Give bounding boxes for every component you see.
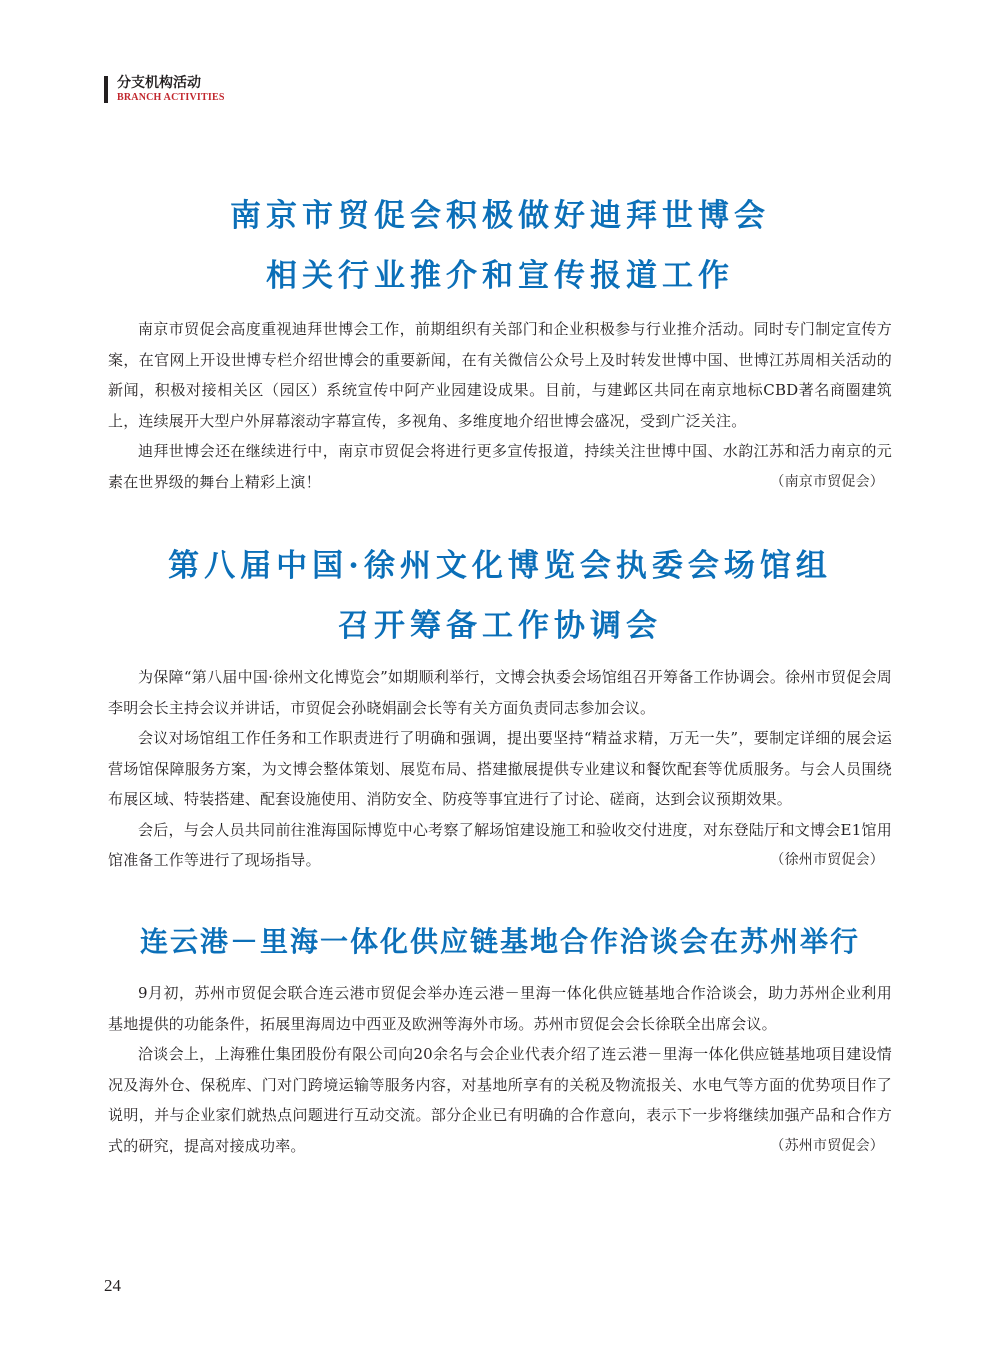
- article-source: （苏州市贸促会）: [770, 1137, 884, 1154]
- article-nanjing: [108, 186, 892, 497]
- article-title: [108, 912, 892, 972]
- article-title-line: 相关行业推介和宣传报道工作: [266, 258, 734, 294]
- article-title-line: 南京市贸促会积极做好迪拜世博会: [230, 198, 770, 234]
- page-number: 24: [104, 1276, 121, 1295]
- article-paragraph: [108, 436, 892, 497]
- article-paragraph-text: 迪拜世博会还在继续进行中，南京市贸促会将进行更多宣传报道，持续关注世博中国、水韵江苏和活力南京的元素在世界级的舞台上精彩上演！: [108, 442, 892, 491]
- section-header: [104, 76, 225, 103]
- article-suzhou: [108, 912, 892, 1161]
- article-title: [108, 186, 892, 306]
- article-paragraph-text: 会后，与会人员共同前往淮海国际博览中心考察了解场馆建设施工和验收交付进度，对东登陆厅和文博会E1馆用馆准备工作等进行了现场指导。: [108, 820, 892, 869]
- article-paragraph-text: 洽谈会上，上海雅仕集团股份有限公司向20余名与会企业代表介绍了连云港－里海一体化供应链基地项目建设情况及海外仓、保税库、门对门跨境运输等服务内容，对基地所享有的关税及物流报关、水电气等方面的优势项目作了说明，并与企业家们就热点问题进行互动交流。部分企业已有明确的合作意向，表示下一步将继续加强产品和合作方式的研究，提高对接成功率。: [108, 1045, 892, 1155]
- article-source: （徐州市贸促会）: [770, 852, 884, 868]
- article-title-line: 连云港－里海一体化供应链基地合作洽谈会在苏州举行: [139, 925, 860, 958]
- article-xuzhou: [108, 536, 892, 876]
- article-paragraph: 9月初，苏州市贸促会联合连云港市贸促会举办连云港－里海一体化供应链基地合作洽谈会，助力苏州企业利用基地提供的功能条件，拓展里海周边中西亚及欧洲等海外市场。苏州市贸促会会长徐联全出席会议。: [108, 984, 892, 1033]
- section-title-en: BRANCH ACTIVITIES: [117, 92, 225, 103]
- article-paragraph: 为保障“第八届中国·徐州文化博览会”如期顺利举行，文博会执委会场馆组召开筹备工作协调会。徐州市贸促会周李明会长主持会议并讲话，市贸促会孙晓娟副会长等有关方面负责同志参加会议。: [108, 668, 892, 717]
- article-paragraph: 南京市贸促会高度重视迪拜世博会工作，前期组织有关部门和企业积极参与行业推介活动。同时专门制定宣传方案，在官网上开设世博专栏介绍世博会的重要新闻，在有关微信公众号上及时转发世博中国、世博江苏周相关活动的新闻，积极对接相关区（园区）系统宣传中阿产业园建设成果。目前，与建邺区共同在南京地标CBD著名商圈建筑上，连续展开大型户外屏幕滚动字幕宣传，多视角、多维度地介绍世博会盛况，受到广泛关注。: [108, 320, 892, 430]
- article-paragraph: [108, 815, 892, 876]
- article-title-line: 召开筹备工作协调会: [338, 608, 662, 644]
- article-source: （南京市贸促会）: [770, 473, 884, 490]
- article-title: [108, 536, 892, 656]
- article-title-line: 第八届中国·徐州文化博览会执委会场馆组: [168, 548, 832, 584]
- section-title-zh: 分支机构活动: [117, 75, 201, 91]
- article-paragraph: [108, 1039, 892, 1161]
- article-paragraph: 会议对场馆组工作任务和工作职责进行了明确和强调，提出要坚持“精益求精，万无一失”，要制定详细的展会运营场馆保障服务方案，为文博会整体策划、展览布局、搭建撤展提供专业建议和餐饮配套等优质服务。与会人员围绕布展区域、特装搭建、配套设施使用、消防安全、防疫等事宜进行了讨论、磋商，达到会议预期效果。: [108, 729, 892, 808]
